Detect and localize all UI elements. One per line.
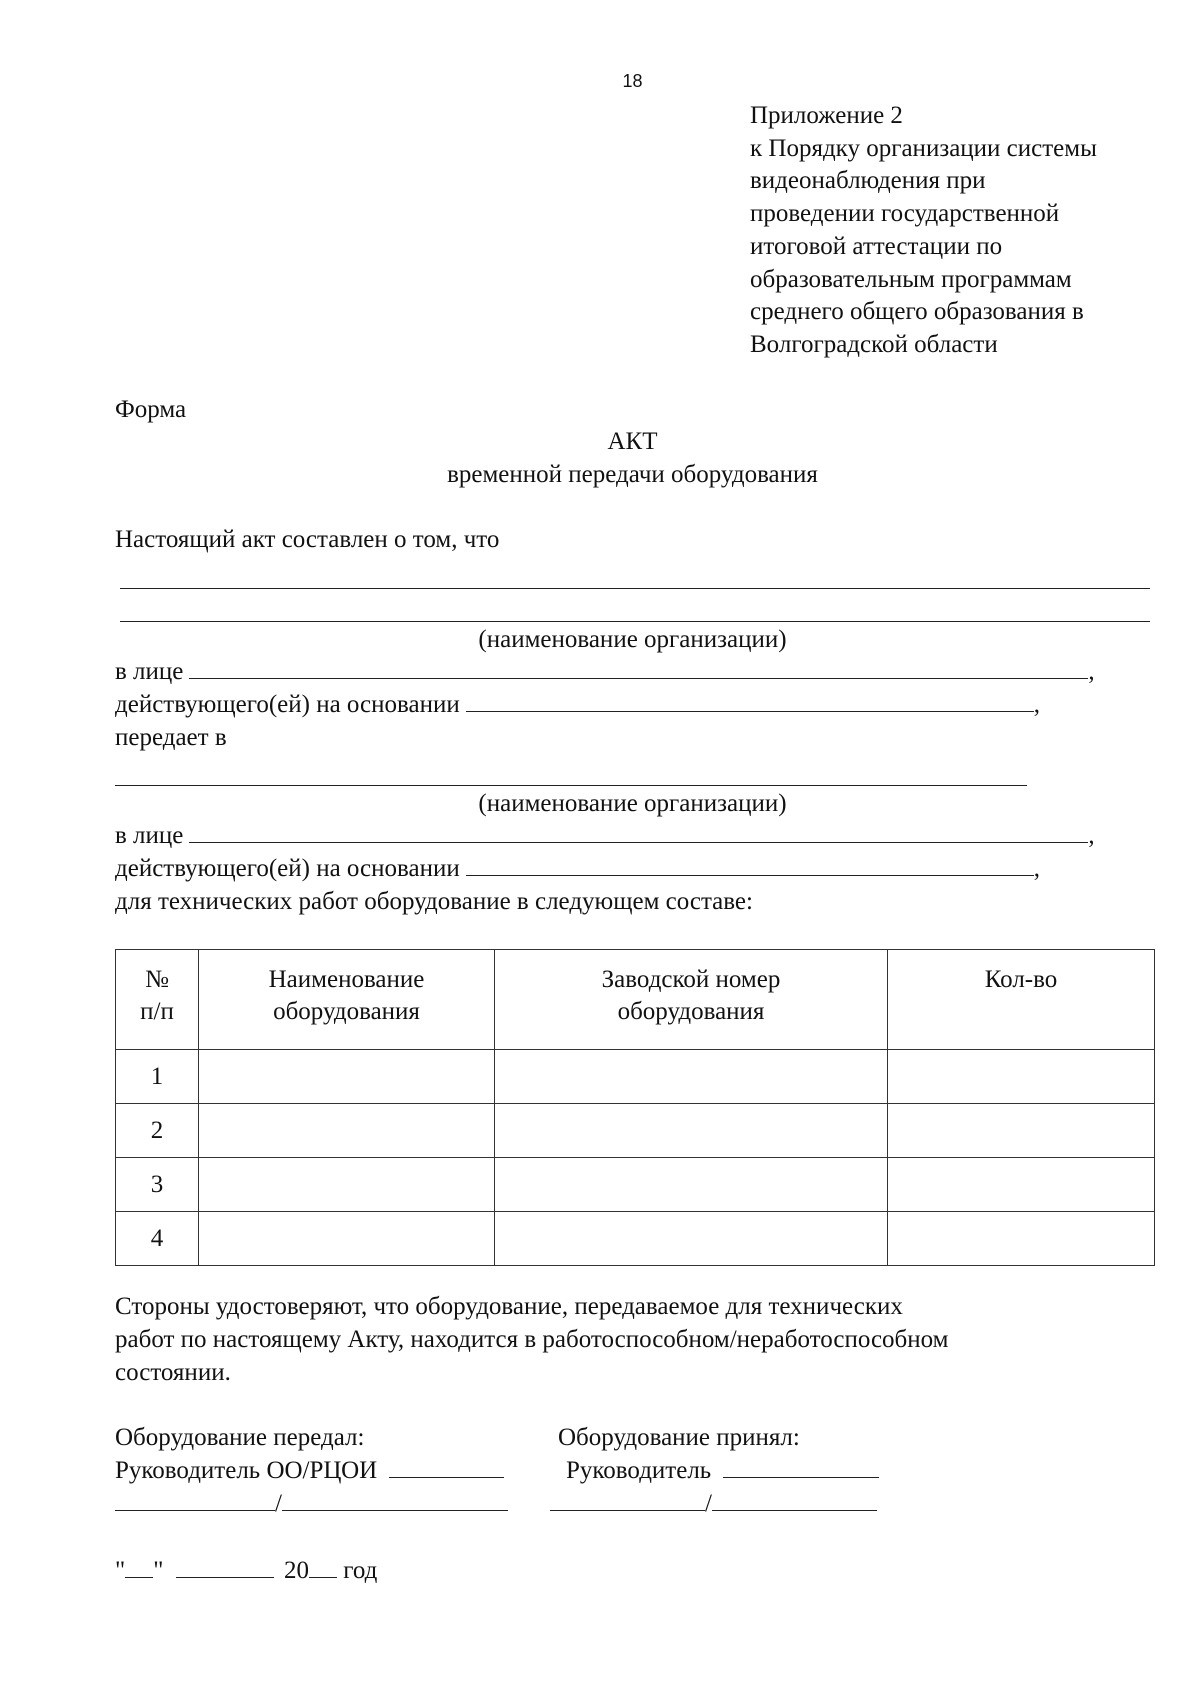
- sender-signature-field[interactable]: [115, 1488, 275, 1511]
- cell-quantity[interactable]: [888, 1212, 1155, 1266]
- in-person-line: [115, 820, 1095, 852]
- row-number: 2: [116, 1104, 199, 1158]
- in-person-line: [115, 656, 1095, 688]
- document-subtitle: временной передачи оборудования: [447, 461, 818, 488]
- sender-head-label: Руководитель ОО/РЦОИ: [115, 1457, 378, 1484]
- equipment-table: [115, 949, 1155, 1266]
- fill-line-organization[interactable]: [120, 621, 1150, 622]
- header-serial-number: Заводской номер оборудования: [495, 950, 888, 1050]
- fill-line-recipient-organization[interactable]: [115, 785, 1027, 786]
- statement-line: Стороны удостоверяют, что оборудование, передаваемое для технических: [115, 1293, 903, 1320]
- table-row: [116, 1158, 1155, 1212]
- comma: ,: [1033, 855, 1040, 882]
- org-name-caption: (наименование организации): [478, 790, 787, 817]
- receiver-signature-line[interactable]: [723, 1455, 879, 1478]
- receiver-head-line: [566, 1455, 879, 1487]
- receiver-full-name-field[interactable]: [712, 1488, 877, 1511]
- cell-equipment-name[interactable]: [199, 1050, 495, 1104]
- receiver-signature-field[interactable]: [550, 1488, 705, 1511]
- sender-head-line: [115, 1455, 504, 1487]
- cell-quantity[interactable]: [888, 1050, 1155, 1104]
- year-word: год: [343, 1557, 378, 1584]
- form-label: Форма: [115, 396, 187, 423]
- header-equipment-name: Наименование оборудования: [199, 950, 495, 1050]
- appendix-line: к Порядку организации системы: [750, 134, 1097, 162]
- quote-open: ": [115, 1557, 126, 1584]
- year-prefix: 20: [283, 1557, 309, 1584]
- table-row: [116, 1104, 1155, 1158]
- receiver-head-label: Руководитель: [566, 1457, 712, 1484]
- slash: /: [705, 1490, 712, 1517]
- fill-line-basis[interactable]: [466, 691, 1034, 712]
- acting-basis-line: [115, 853, 1040, 885]
- appendix-line: видеонаблюдения при: [750, 167, 986, 195]
- table-row: [116, 1050, 1155, 1104]
- quote-close: ": [153, 1557, 164, 1584]
- condition-statement: [115, 1290, 1115, 1389]
- table-header-row: [116, 950, 1155, 1050]
- cell-quantity[interactable]: [888, 1104, 1155, 1158]
- receiver-name-line: [550, 1488, 877, 1520]
- appendix-line: итоговой аттестации по: [750, 232, 1003, 260]
- fill-line-representative[interactable]: [189, 822, 1088, 843]
- appendix-header: [750, 100, 1190, 362]
- acting-basis-label: действующего(ей) на основании: [115, 691, 460, 718]
- in-person-label: в лице: [115, 658, 184, 685]
- appendix-line: проведении государственной: [750, 200, 1060, 228]
- cell-serial-number[interactable]: [495, 1212, 888, 1266]
- header-quantity: Кол-во: [888, 950, 1155, 1050]
- statement-line: работ по настоящему Акту, находится в работоспособном/неработоспособном: [115, 1326, 949, 1353]
- purpose-text: для технических работ оборудование в следующем составе:: [115, 888, 753, 915]
- sender-full-name-field[interactable]: [282, 1488, 508, 1511]
- transfers-to-label: передает в: [115, 724, 227, 751]
- org-name-caption: (наименование организации): [478, 626, 787, 653]
- statement-line: состоянии.: [115, 1359, 231, 1386]
- header-number: № п/п: [116, 950, 199, 1050]
- handed-over-label: Оборудование передал:: [115, 1424, 365, 1451]
- sender-signature-line[interactable]: [389, 1455, 504, 1478]
- cell-equipment-name[interactable]: [199, 1158, 495, 1212]
- fill-line-organization[interactable]: [120, 588, 1150, 589]
- appendix-line: Волгоградской области: [750, 330, 998, 358]
- cell-serial-number[interactable]: [495, 1104, 888, 1158]
- row-number: 1: [116, 1050, 199, 1104]
- row-number: 4: [116, 1212, 199, 1266]
- cell-serial-number[interactable]: [495, 1050, 888, 1104]
- month-field[interactable]: [176, 1555, 274, 1578]
- acting-basis-label: действующего(ей) на основании: [115, 855, 460, 882]
- row-number: 3: [116, 1158, 199, 1212]
- acting-basis-line: [115, 689, 1040, 721]
- cell-quantity[interactable]: [888, 1158, 1155, 1212]
- date-line: [115, 1555, 377, 1587]
- cell-equipment-name[interactable]: [199, 1212, 495, 1266]
- table-row: [116, 1212, 1155, 1266]
- appendix-line: среднего общего образования в: [750, 298, 1084, 326]
- fill-line-basis[interactable]: [466, 855, 1034, 876]
- cell-serial-number[interactable]: [495, 1158, 888, 1212]
- intro-text: Настоящий акт составлен о том, что: [115, 526, 500, 553]
- appendix-line: Приложение 2: [750, 102, 903, 129]
- comma: ,: [1088, 822, 1095, 849]
- fill-line-representative[interactable]: [189, 658, 1088, 679]
- in-person-label: в лице: [115, 822, 184, 849]
- slash: /: [275, 1490, 282, 1517]
- comma: ,: [1033, 691, 1040, 718]
- sender-name-line: [115, 1488, 508, 1520]
- received-label: Оборудование принял:: [558, 1424, 800, 1451]
- document-title: АКТ: [607, 428, 658, 455]
- comma: ,: [1088, 658, 1095, 685]
- appendix-line: образовательным программам: [750, 265, 1072, 293]
- day-field[interactable]: [125, 1555, 153, 1578]
- cell-equipment-name[interactable]: [199, 1104, 495, 1158]
- page-number: 18: [622, 71, 643, 91]
- year-field[interactable]: [309, 1555, 337, 1578]
